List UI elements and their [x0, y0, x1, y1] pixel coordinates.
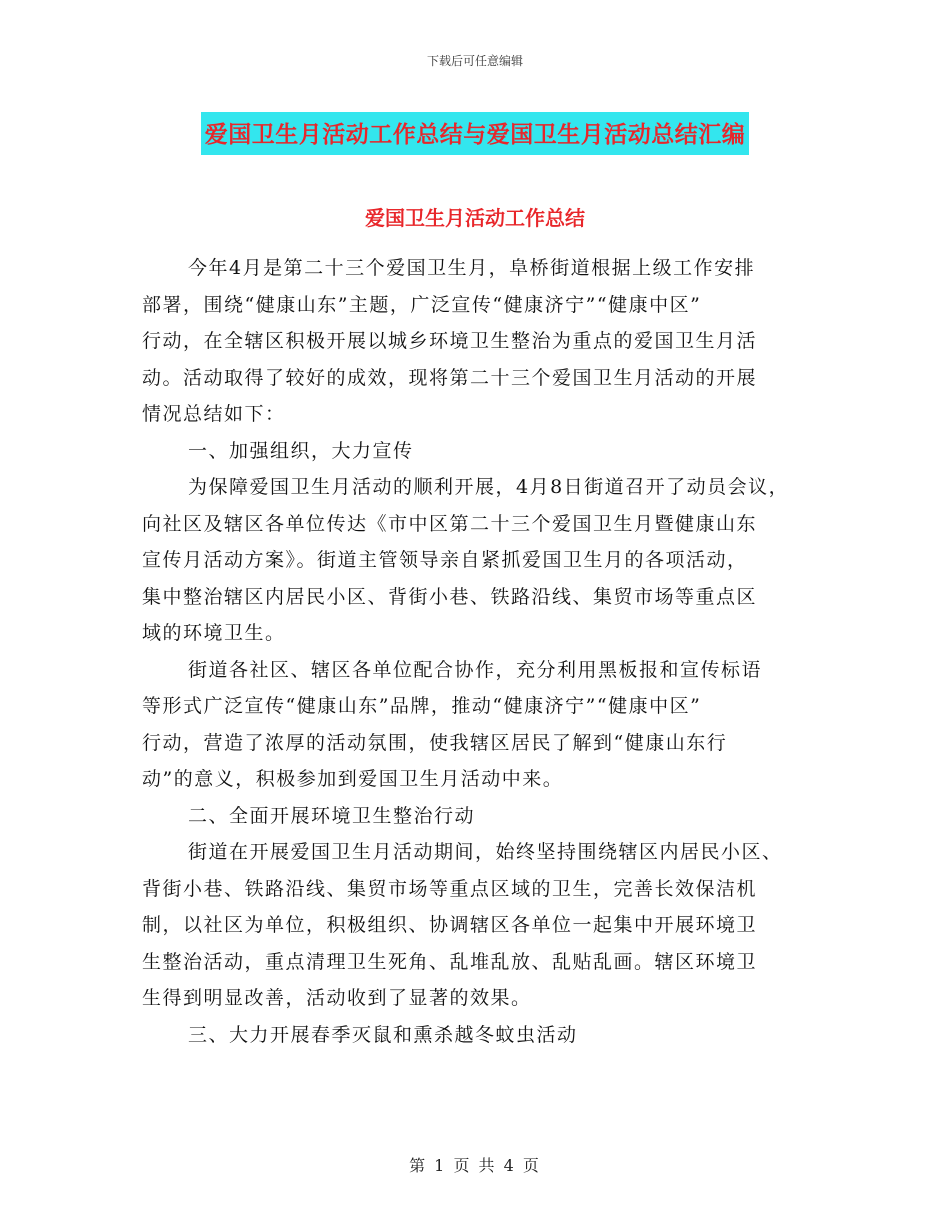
heading-line: 一、加强组织，大力宣传 [188, 439, 414, 462]
paragraph-line: 等形式广泛宣传“健康山东”品牌，推动“健康济宁”“健康中区” [142, 695, 702, 717]
paragraph-line: 动。活动取得了较好的成效，现将第二十三个爱国卫生月活动的开展 [142, 366, 758, 389]
paragraph-line: 街道在开展爱国卫生月活动期间，始终坚持围绕辖区内居民小区、 [188, 841, 783, 863]
paragraph-line: 街道各社区、辖区各单位配合协作，充分利用黑板报和宣传标语 [188, 658, 763, 681]
paragraph-line: 行动，在全辖区积极开展以城乡环境卫生整治为重点的爱国卫生月活 [142, 330, 758, 352]
paragraph-line: 宣传月活动方案》。街道主管领导亲自紧抓爱国卫生月的各项活动， [142, 549, 748, 571]
paragraph-line: 动”的意义，积极参加到爱国卫生月活动中来。 [142, 768, 564, 790]
paragraph-line: 行动，营造了浓厚的活动氛围，使我辖区居民了解到“健康山东行 [142, 731, 728, 754]
paragraph-line: 集中整治辖区内居民小区、背街小巷、铁路沿线、集贸市场等重点区 [142, 585, 758, 608]
section-title: 爱国卫生月活动工作总结 [365, 206, 585, 230]
paragraph-line: 生整治活动，重点清理卫生死角、乱堆乱放、乱贴乱画。辖区环境卫 [142, 950, 758, 973]
paragraph-line: 今年4月是第二十三个爱国卫生月，阜桥街道根据上级工作安排 [188, 257, 756, 279]
header-note: 下载后可任意编辑 [426, 54, 523, 68]
page-footer: 第 1 页 共 4 页 [409, 1156, 541, 1175]
document-title-container [0, 112, 950, 155]
paragraph-line: 部署，围绕“健康山东”主题，广泛宣传“健康济宁”“健康中区” [142, 293, 702, 316]
paragraph-line: 向社区及辖区各单位传达《市中区第二十三个爱国卫生月暨健康山东 [142, 512, 758, 535]
paragraph-line: 制，以社区为单位，积极组织、协调辖区各单位一起集中开展环境卫 [142, 914, 758, 936]
body-text [142, 250, 842, 1053]
heading-line: 三、大力开展春季灭鼠和熏杀越冬蚊虫活动 [188, 1023, 578, 1046]
document-title: 爱国卫生月活动工作总结与爱国卫生月活动总结汇编 [201, 112, 750, 155]
paragraph-line: 情况总结如下： [142, 403, 286, 425]
paragraph-line: 为保障爱国卫生月活动的顺利开展，4月8日街道召开了动员会议， [188, 476, 790, 498]
paragraph-line: 域的环境卫生。 [142, 622, 286, 644]
paragraph-line: 生得到明显改善，活动收到了显著的效果。 [142, 987, 532, 1009]
heading-line: 二、全面开展环境卫生整治行动 [188, 804, 476, 827]
paragraph-line: 背街小巷、铁路沿线、集贸市场等重点区域的卫生，完善长效保洁机 [142, 877, 758, 900]
